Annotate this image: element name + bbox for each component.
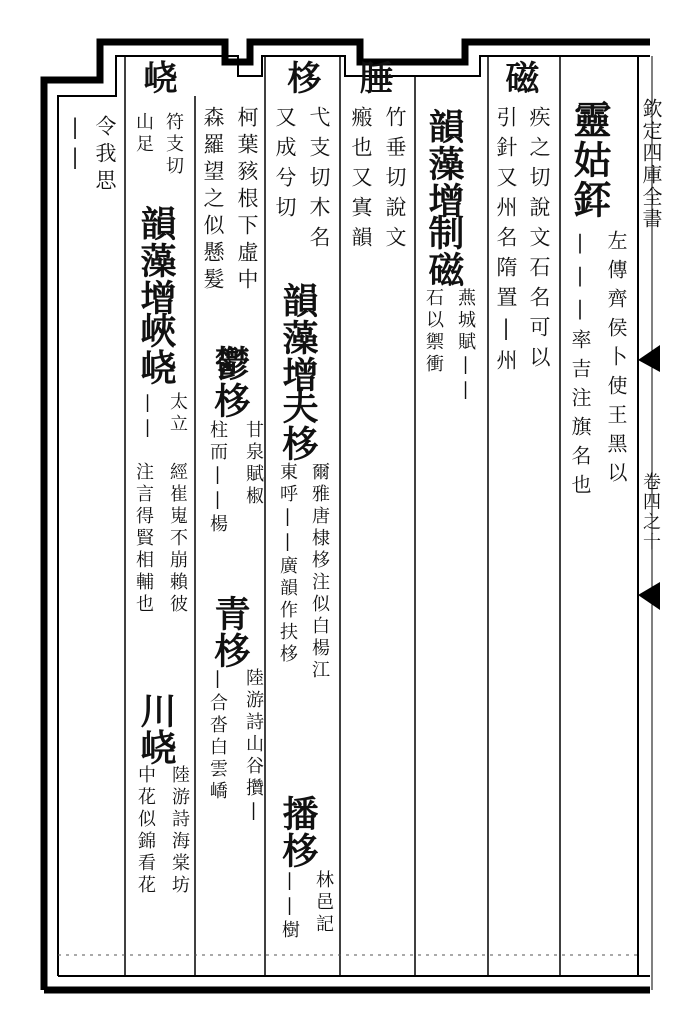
entry-subhead: 韻藻增 bbox=[277, 282, 319, 393]
entry-body: 陸游詩山谷攢| bbox=[243, 668, 264, 825]
entry-subhead: 峽峣 bbox=[135, 312, 177, 386]
fascicle-label: 卷四之十 bbox=[640, 472, 661, 552]
entry-body: 太立 bbox=[167, 392, 188, 436]
entry-subhead: 韻藻增 bbox=[135, 205, 177, 316]
entry-body: 森羅望之似懸髮 bbox=[201, 106, 225, 295]
entry-body: 引針又州名隋置|州 bbox=[494, 106, 518, 379]
entry-body: 東呼||廣韻作扶栘 bbox=[277, 462, 298, 666]
entry-body: 柱而||楊 bbox=[207, 420, 228, 536]
entry-subhead: 青栘 bbox=[209, 595, 251, 669]
entry-head: 磁 bbox=[499, 60, 539, 96]
entry-body: ||樹 bbox=[279, 870, 300, 942]
entry-subhead: 鬱栘 bbox=[209, 345, 251, 419]
entry-body: || bbox=[137, 392, 158, 442]
entry-body: 又成兮切 bbox=[273, 106, 297, 226]
entry-head: 靈姑銔 bbox=[567, 100, 612, 220]
entry-body: |||率吉注旗名也 bbox=[568, 230, 592, 503]
entry-head: 韻藻增 bbox=[423, 108, 465, 219]
entry-head: 腄 bbox=[353, 60, 393, 96]
entry-head: 制磁 bbox=[423, 214, 465, 288]
entry-body: 中花似錦看花 bbox=[135, 765, 156, 897]
entry-body: 山足 bbox=[133, 112, 154, 156]
entry-body: 柯葉豥根下虛中 bbox=[235, 106, 259, 295]
entry-body: 左傳齊侯卜使王黑以 bbox=[604, 230, 628, 491]
entry-body: 石以禦衝 bbox=[423, 288, 444, 376]
entry-body: || bbox=[63, 115, 87, 175]
entry-body: 甘泉賦椒 bbox=[243, 420, 264, 508]
entry-body: 經崔嵬不崩賴彼 bbox=[167, 462, 188, 616]
entry-body: 疾之切說文石名可以 bbox=[527, 106, 551, 376]
entry-body: 符支切 bbox=[163, 112, 184, 178]
entry-head: 栘 bbox=[281, 60, 321, 96]
entry-body: 燕城賦|| bbox=[455, 288, 476, 404]
margin-top-label: 欽定四庫全書 bbox=[639, 98, 663, 230]
entry-body: |合沓白雲嶠 bbox=[207, 668, 228, 803]
entry-subhead: 夫栘 bbox=[277, 388, 319, 462]
entry-body: 爾雅唐棣栘注似白楊江 bbox=[309, 462, 330, 682]
entry-body: 弋支切木名 bbox=[307, 106, 331, 256]
entry-subhead: 川峣 bbox=[135, 692, 177, 766]
entry-body: 陸游詩海棠坊 bbox=[169, 765, 190, 897]
entry-body: 竹垂切說文 bbox=[383, 106, 407, 256]
entry-body: 林邑記 bbox=[313, 870, 334, 936]
entry-subhead: 播栘 bbox=[277, 795, 319, 869]
entry-body: 令我思 bbox=[93, 115, 117, 196]
entry-head: 峣 bbox=[137, 60, 177, 96]
entry-body: 注言得賢相輔也 bbox=[133, 462, 154, 616]
entry-body: 瘢也又寘韻 bbox=[349, 106, 373, 256]
